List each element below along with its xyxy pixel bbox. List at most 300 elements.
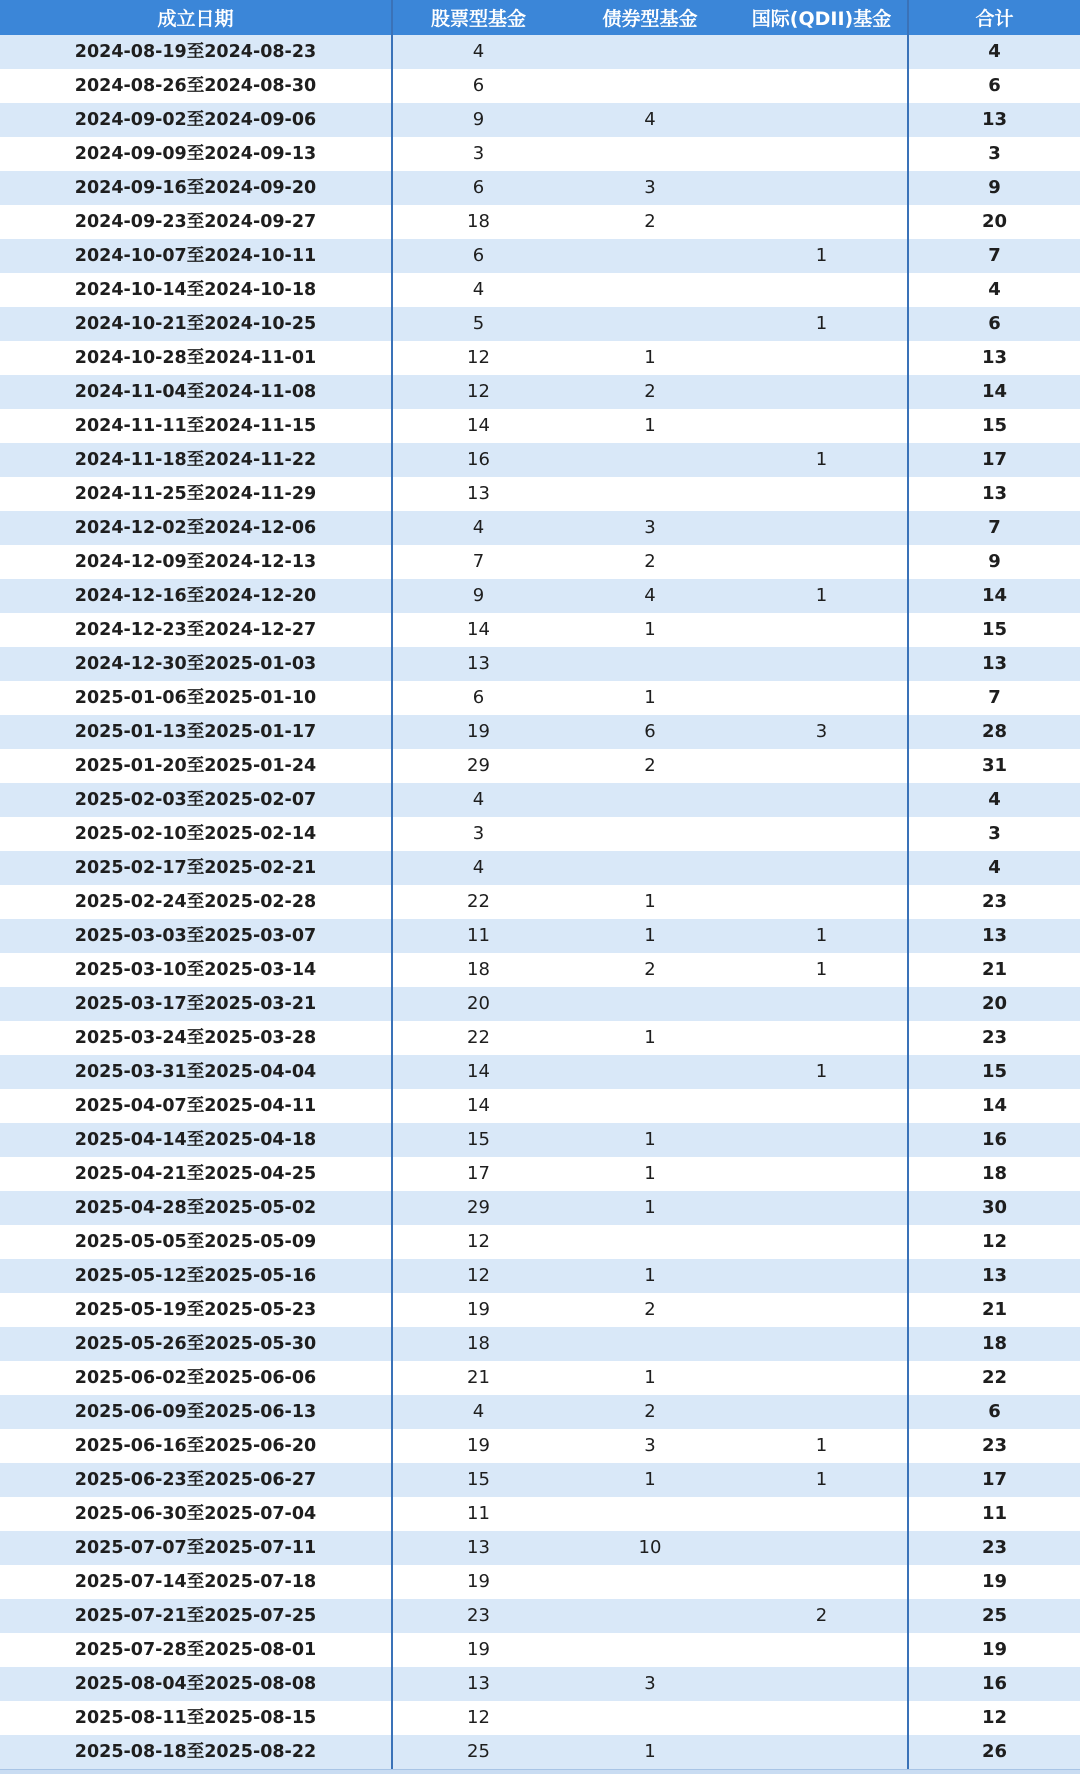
cell-stock-fund: 12 [392, 1259, 564, 1293]
table-row [0, 375, 1080, 409]
table-row [0, 341, 1080, 375]
table-row [0, 1055, 1080, 1089]
cell-total: 3 [908, 137, 1080, 171]
table-row [0, 239, 1080, 273]
cell-total: 20 [908, 205, 1080, 239]
cell-bond-fund: 10 [564, 1531, 736, 1565]
cell-bond-fund: 2 [564, 1293, 736, 1327]
table-row [0, 137, 1080, 171]
cell-stock-fund: 12 [392, 1701, 564, 1735]
table-row [0, 205, 1080, 239]
cell-qdii-fund [736, 545, 908, 579]
cell-bond-fund [564, 477, 736, 511]
cell-total: 17 [908, 1463, 1080, 1497]
cell-total: 7 [908, 239, 1080, 273]
cell-stock-fund: 13 [392, 1667, 564, 1701]
cell-stock-fund: 23 [392, 1599, 564, 1633]
table-body [0, 35, 1080, 1769]
table-row [0, 1565, 1080, 1599]
cell-bond-fund [564, 1497, 736, 1531]
cell-bond-fund [564, 1225, 736, 1259]
table-row [0, 817, 1080, 851]
cell-stock-fund: 18 [392, 1327, 564, 1361]
cell-total: 12 [908, 1701, 1080, 1735]
table-row [0, 35, 1080, 69]
cell-stock-fund: 14 [392, 613, 564, 647]
cell-bond-fund: 3 [564, 1667, 736, 1701]
cell-date: 2024-08-26至2024-08-30 [0, 69, 392, 103]
table-row [0, 1123, 1080, 1157]
cell-qdii-fund [736, 1089, 908, 1123]
table-row [0, 681, 1080, 715]
cell-stock-fund: 13 [392, 477, 564, 511]
cell-total: 13 [908, 103, 1080, 137]
table-row [0, 1225, 1080, 1259]
table-row [0, 885, 1080, 919]
table-header [0, 0, 1080, 35]
cell-total: 4 [908, 783, 1080, 817]
cell-total: 17 [908, 443, 1080, 477]
table-row [0, 1429, 1080, 1463]
table-row [0, 1667, 1080, 1701]
cell-total: 23 [908, 1429, 1080, 1463]
cell-stock-fund: 4 [392, 783, 564, 817]
table-row [0, 69, 1080, 103]
table-row [0, 1089, 1080, 1123]
cell-date: 2025-03-24至2025-03-28 [0, 1021, 392, 1055]
cell-bond-fund: 2 [564, 545, 736, 579]
cell-bond-fund [564, 273, 736, 307]
cell-stock-fund: 3 [392, 137, 564, 171]
cell-total: 13 [908, 647, 1080, 681]
cell-bond-fund [564, 1089, 736, 1123]
cell-stock-fund: 16 [392, 443, 564, 477]
cell-qdii-fund: 1 [736, 239, 908, 273]
table-row [0, 715, 1080, 749]
cell-qdii-fund [736, 613, 908, 647]
cell-date: 2025-03-31至2025-04-04 [0, 1055, 392, 1089]
cell-date: 2025-07-07至2025-07-11 [0, 1531, 392, 1565]
cell-total: 15 [908, 409, 1080, 443]
table-row [0, 647, 1080, 681]
cell-date: 2025-07-28至2025-08-01 [0, 1633, 392, 1667]
cell-date: 2025-08-11至2025-08-15 [0, 1701, 392, 1735]
cell-stock-fund: 19 [392, 1565, 564, 1599]
cell-stock-fund: 3 [392, 817, 564, 851]
table-row [0, 1157, 1080, 1191]
cell-date: 2025-03-17至2025-03-21 [0, 987, 392, 1021]
cell-date: 2025-03-03至2025-03-07 [0, 919, 392, 953]
cell-total: 23 [908, 1021, 1080, 1055]
cell-total: 14 [908, 1089, 1080, 1123]
cell-stock-fund: 14 [392, 1089, 564, 1123]
table-row [0, 579, 1080, 613]
cell-bond-fund [564, 69, 736, 103]
cell-stock-fund: 11 [392, 1497, 564, 1531]
table-row [0, 1735, 1080, 1769]
cell-qdii-fund [736, 1633, 908, 1667]
cell-qdii-fund [736, 341, 908, 375]
cell-date: 2024-11-04至2024-11-08 [0, 375, 392, 409]
cell-total: 14 [908, 579, 1080, 613]
cell-date: 2025-01-20至2025-01-24 [0, 749, 392, 783]
cell-date: 2024-12-02至2024-12-06 [0, 511, 392, 545]
cell-qdii-fund [736, 273, 908, 307]
cell-stock-fund: 18 [392, 205, 564, 239]
cell-qdii-fund [736, 851, 908, 885]
cell-date: 2025-04-28至2025-05-02 [0, 1191, 392, 1225]
cell-total: 7 [908, 681, 1080, 715]
cell-date: 2025-06-16至2025-06-20 [0, 1429, 392, 1463]
cell-bond-fund [564, 137, 736, 171]
cell-stock-fund: 12 [392, 1225, 564, 1259]
table-row [0, 987, 1080, 1021]
cell-total: 4 [908, 851, 1080, 885]
cell-bond-fund: 1 [564, 1157, 736, 1191]
cell-bond-fund [564, 1565, 736, 1599]
cell-date: 2024-11-11至2024-11-15 [0, 409, 392, 443]
cell-total: 31 [908, 749, 1080, 783]
cell-total: 19 [908, 1633, 1080, 1667]
cell-bond-fund: 1 [564, 1361, 736, 1395]
cell-stock-fund: 17 [392, 1157, 564, 1191]
cell-date: 2024-12-23至2024-12-27 [0, 613, 392, 647]
cell-qdii-fund: 1 [736, 953, 908, 987]
cell-bond-fund [564, 307, 736, 341]
cell-qdii-fund [736, 35, 908, 69]
cell-bond-fund: 4 [564, 579, 736, 613]
table-row [0, 1021, 1080, 1055]
cell-date: 2025-06-02至2025-06-06 [0, 1361, 392, 1395]
cell-stock-fund: 19 [392, 1633, 564, 1667]
cell-qdii-fund [736, 1497, 908, 1531]
cell-qdii-fund: 1 [736, 1055, 908, 1089]
cell-bond-fund: 1 [564, 885, 736, 919]
cell-qdii-fund [736, 1021, 908, 1055]
cell-stock-fund: 9 [392, 103, 564, 137]
table-row [0, 409, 1080, 443]
header-date: 成立日期 [0, 0, 392, 35]
cell-bond-fund: 1 [564, 613, 736, 647]
cell-bond-fund [564, 851, 736, 885]
table-row [0, 1497, 1080, 1531]
cell-qdii-fund: 1 [736, 443, 908, 477]
cell-total: 7 [908, 511, 1080, 545]
cell-stock-fund: 6 [392, 171, 564, 205]
cell-bond-fund [564, 1055, 736, 1089]
cell-date: 2025-02-03至2025-02-07 [0, 783, 392, 817]
cell-stock-fund: 6 [392, 69, 564, 103]
header-qdii-fund: 国际(QDII)基金 [736, 0, 908, 35]
cell-date: 2025-06-30至2025-07-04 [0, 1497, 392, 1531]
cell-date: 2024-09-09至2024-09-13 [0, 137, 392, 171]
cell-total: 15 [908, 613, 1080, 647]
table-row [0, 1191, 1080, 1225]
table-row [0, 443, 1080, 477]
cell-date: 2025-04-21至2025-04-25 [0, 1157, 392, 1191]
cell-qdii-fund [736, 1259, 908, 1293]
cell-total: 23 [908, 1531, 1080, 1565]
cell-bond-fund: 2 [564, 749, 736, 783]
cell-date: 2025-01-13至2025-01-17 [0, 715, 392, 749]
cell-date: 2025-04-07至2025-04-11 [0, 1089, 392, 1123]
cell-total: 9 [908, 545, 1080, 579]
cell-total: 15 [908, 1055, 1080, 1089]
table-row [0, 1293, 1080, 1327]
cell-date: 2025-02-24至2025-02-28 [0, 885, 392, 919]
cell-stock-fund: 29 [392, 749, 564, 783]
cell-stock-fund: 6 [392, 681, 564, 715]
cell-date: 2024-11-25至2024-11-29 [0, 477, 392, 511]
cell-total: 12 [908, 1225, 1080, 1259]
cell-qdii-fund [736, 1701, 908, 1735]
cell-bond-fund [564, 443, 736, 477]
cell-total: 13 [908, 919, 1080, 953]
table-row [0, 511, 1080, 545]
cell-total: 18 [908, 1327, 1080, 1361]
cell-bond-fund: 1 [564, 1191, 736, 1225]
cell-bond-fund: 2 [564, 375, 736, 409]
cell-date: 2025-08-04至2025-08-08 [0, 1667, 392, 1701]
cell-total: 30 [908, 1191, 1080, 1225]
cell-qdii-fund [736, 1395, 908, 1429]
table-row [0, 103, 1080, 137]
cell-qdii-fund [736, 1225, 908, 1259]
cell-stock-fund: 11 [392, 919, 564, 953]
cell-bond-fund: 1 [564, 341, 736, 375]
cell-qdii-fund [736, 1123, 908, 1157]
cell-stock-fund: 4 [392, 1395, 564, 1429]
cell-date: 2025-08-18至2025-08-22 [0, 1735, 392, 1769]
cell-qdii-fund [736, 1735, 908, 1769]
cell-date: 2024-10-21至2024-10-25 [0, 307, 392, 341]
cell-bond-fund: 4 [564, 103, 736, 137]
table-row [0, 1395, 1080, 1429]
cell-date: 2024-11-18至2024-11-22 [0, 443, 392, 477]
cell-qdii-fund [736, 681, 908, 715]
cell-bond-fund: 3 [564, 511, 736, 545]
cell-total: 6 [908, 69, 1080, 103]
cell-stock-fund: 20 [392, 987, 564, 1021]
cell-total: 20 [908, 987, 1080, 1021]
cell-date: 2024-09-02至2024-09-06 [0, 103, 392, 137]
cell-date: 2024-12-16至2024-12-20 [0, 579, 392, 613]
cell-bond-fund [564, 1633, 736, 1667]
cell-total: 21 [908, 1293, 1080, 1327]
cell-qdii-fund [736, 409, 908, 443]
cell-bond-fund: 2 [564, 1395, 736, 1429]
cell-total: 23 [908, 885, 1080, 919]
cell-qdii-fund: 2 [736, 1599, 908, 1633]
header-bond-fund: 债券型基金 [564, 0, 736, 35]
cell-total: 16 [908, 1123, 1080, 1157]
cell-total: 11 [908, 1497, 1080, 1531]
cell-bond-fund [564, 1327, 736, 1361]
cell-date: 2024-12-09至2024-12-13 [0, 545, 392, 579]
cell-stock-fund: 14 [392, 1055, 564, 1089]
cell-qdii-fund [736, 1191, 908, 1225]
cell-bond-fund [564, 783, 736, 817]
cell-total: 22 [908, 1361, 1080, 1395]
cell-total: 3 [908, 817, 1080, 851]
cell-qdii-fund: 1 [736, 919, 908, 953]
cell-stock-fund: 5 [392, 307, 564, 341]
cell-stock-fund: 14 [392, 409, 564, 443]
cell-date: 2025-05-05至2025-05-09 [0, 1225, 392, 1259]
cell-stock-fund: 19 [392, 1429, 564, 1463]
table-row [0, 1259, 1080, 1293]
cell-qdii-fund [736, 1293, 908, 1327]
cell-stock-fund: 29 [392, 1191, 564, 1225]
cell-total: 4 [908, 273, 1080, 307]
cell-qdii-fund [736, 375, 908, 409]
cell-stock-fund: 19 [392, 715, 564, 749]
table-row [0, 273, 1080, 307]
cell-bond-fund [564, 647, 736, 681]
cell-total: 19 [908, 1565, 1080, 1599]
cell-stock-fund: 21 [392, 1361, 564, 1395]
table-row [0, 171, 1080, 205]
table-row [0, 1531, 1080, 1565]
cell-date: 2025-05-12至2025-05-16 [0, 1259, 392, 1293]
cell-total: 13 [908, 477, 1080, 511]
cell-stock-fund: 15 [392, 1123, 564, 1157]
cell-total: 13 [908, 341, 1080, 375]
cell-qdii-fund: 1 [736, 1463, 908, 1497]
cell-bond-fund: 3 [564, 171, 736, 205]
cell-bond-fund [564, 817, 736, 851]
cell-date: 2025-02-17至2025-02-21 [0, 851, 392, 885]
cell-total: 6 [908, 307, 1080, 341]
cell-qdii-fund [736, 69, 908, 103]
cell-qdii-fund [736, 783, 908, 817]
cell-stock-fund: 4 [392, 851, 564, 885]
table-row [0, 1633, 1080, 1667]
cell-bond-fund: 1 [564, 1735, 736, 1769]
cell-qdii-fund [736, 103, 908, 137]
cell-bond-fund: 1 [564, 681, 736, 715]
cell-total: 4 [908, 35, 1080, 69]
cell-date: 2024-08-19至2024-08-23 [0, 35, 392, 69]
cell-stock-fund: 4 [392, 35, 564, 69]
cell-stock-fund: 12 [392, 375, 564, 409]
header-row [0, 0, 1080, 35]
cell-qdii-fund [736, 1157, 908, 1191]
cell-stock-fund: 22 [392, 885, 564, 919]
cell-qdii-fund: 1 [736, 579, 908, 613]
cell-bond-fund [564, 239, 736, 273]
table-row [0, 1463, 1080, 1497]
cell-stock-fund: 9 [392, 579, 564, 613]
cell-stock-fund: 6 [392, 239, 564, 273]
cell-total: 28 [908, 715, 1080, 749]
cell-bond-fund: 1 [564, 409, 736, 443]
table-row [0, 851, 1080, 885]
cell-total: 9 [908, 171, 1080, 205]
cell-qdii-fund [736, 171, 908, 205]
cell-stock-fund: 22 [392, 1021, 564, 1055]
cell-date: 2024-10-28至2024-11-01 [0, 341, 392, 375]
cell-stock-fund: 12 [392, 341, 564, 375]
cell-qdii-fund [736, 647, 908, 681]
cell-total: 18 [908, 1157, 1080, 1191]
cell-qdii-fund: 1 [736, 1429, 908, 1463]
table-row [0, 613, 1080, 647]
cell-total: 25 [908, 1599, 1080, 1633]
cell-stock-fund: 7 [392, 545, 564, 579]
table-row [0, 953, 1080, 987]
cell-bond-fund: 2 [564, 953, 736, 987]
cell-bond-fund [564, 1599, 736, 1633]
cell-stock-fund: 25 [392, 1735, 564, 1769]
cell-bond-fund: 1 [564, 919, 736, 953]
cell-stock-fund: 13 [392, 1531, 564, 1565]
cell-qdii-fund [736, 137, 908, 171]
cell-date: 2024-10-07至2024-10-11 [0, 239, 392, 273]
table-row [0, 749, 1080, 783]
cell-date: 2025-06-09至2025-06-13 [0, 1395, 392, 1429]
cell-total: 26 [908, 1735, 1080, 1769]
table-row [0, 783, 1080, 817]
table-row [0, 1701, 1080, 1735]
cell-bond-fund: 1 [564, 1123, 736, 1157]
table-row [0, 307, 1080, 341]
cell-total: 13 [908, 1259, 1080, 1293]
cell-bond-fund [564, 35, 736, 69]
cell-qdii-fund: 3 [736, 715, 908, 749]
table-row [0, 477, 1080, 511]
cell-date: 2025-01-06至2025-01-10 [0, 681, 392, 715]
cell-date: 2025-05-26至2025-05-30 [0, 1327, 392, 1361]
cell-date: 2025-07-14至2025-07-18 [0, 1565, 392, 1599]
cell-date: 2025-07-21至2025-07-25 [0, 1599, 392, 1633]
cell-date: 2025-05-19至2025-05-23 [0, 1293, 392, 1327]
cell-qdii-fund [736, 885, 908, 919]
cell-bond-fund: 1 [564, 1021, 736, 1055]
cell-total: 14 [908, 375, 1080, 409]
header-total: 合计 [908, 0, 1080, 35]
cell-total: 6 [908, 1395, 1080, 1429]
cell-total: 16 [908, 1667, 1080, 1701]
cell-date: 2025-03-10至2025-03-14 [0, 953, 392, 987]
cell-stock-fund: 19 [392, 1293, 564, 1327]
cell-qdii-fund [736, 477, 908, 511]
cell-qdii-fund [736, 511, 908, 545]
cell-stock-fund: 18 [392, 953, 564, 987]
cell-bond-fund [564, 987, 736, 1021]
table-row [0, 1361, 1080, 1395]
cell-date: 2024-09-23至2024-09-27 [0, 205, 392, 239]
cell-qdii-fund [736, 749, 908, 783]
cell-total: 21 [908, 953, 1080, 987]
cell-date: 2025-06-23至2025-06-27 [0, 1463, 392, 1497]
table-row [0, 1599, 1080, 1633]
header-stock-fund: 股票型基金 [392, 0, 564, 35]
table-row [0, 919, 1080, 953]
cell-bond-fund: 6 [564, 715, 736, 749]
cell-bond-fund [564, 1701, 736, 1735]
table-row [0, 1327, 1080, 1361]
table-row [0, 545, 1080, 579]
cell-qdii-fund [736, 1667, 908, 1701]
cell-stock-fund: 4 [392, 273, 564, 307]
cell-bond-fund: 1 [564, 1463, 736, 1497]
cell-qdii-fund [736, 1327, 908, 1361]
cell-qdii-fund [736, 1361, 908, 1395]
table-bottom-border [0, 1769, 1080, 1774]
cell-date: 2024-12-30至2025-01-03 [0, 647, 392, 681]
cell-qdii-fund [736, 817, 908, 851]
